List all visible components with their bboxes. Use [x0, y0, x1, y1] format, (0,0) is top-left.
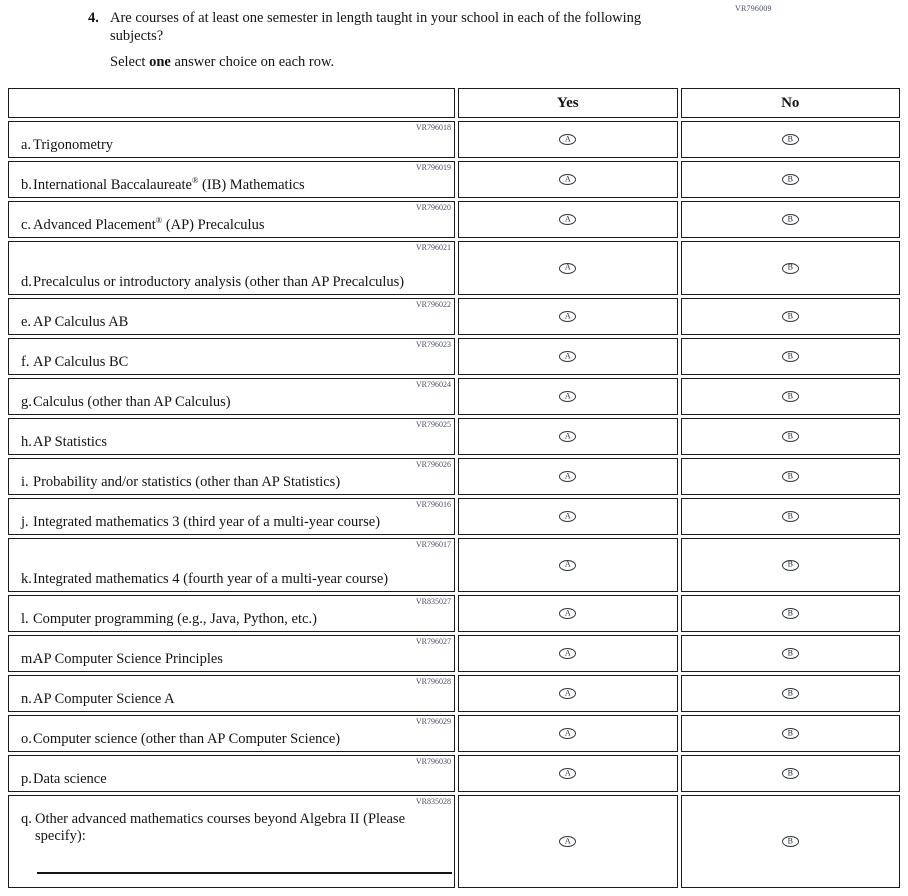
yes-cell — [458, 338, 678, 375]
no-bubble-letter: B — [787, 511, 793, 520]
table-row — [8, 595, 900, 632]
row-variable-code: VR835028 — [415, 797, 451, 806]
row-variable-code: VR796029 — [415, 717, 451, 726]
row-letter: k. — [21, 571, 32, 587]
table-row — [8, 201, 900, 238]
yes-bubble-letter: A — [564, 311, 571, 320]
yes-answer-bubble[interactable] — [559, 134, 576, 145]
no-bubble-letter: B — [787, 311, 793, 320]
no-answer-bubble[interactable] — [782, 311, 799, 322]
answer-table — [8, 88, 900, 888]
no-cell — [681, 538, 901, 592]
no-bubble-letter: B — [787, 431, 793, 440]
yes-answer-bubble[interactable] — [559, 768, 576, 779]
row-label-line — [9, 274, 454, 291]
no-bubble-letter: B — [787, 262, 793, 272]
yes-bubble-letter: A — [564, 134, 571, 143]
row-letter: n. — [21, 691, 32, 707]
row-variable-code: VR796018 — [415, 123, 451, 132]
row-letter: e. — [21, 314, 32, 330]
header-yes-cell — [458, 88, 678, 118]
row-label-cell — [8, 378, 455, 415]
yes-bubble-letter: A — [564, 648, 571, 657]
row-letter: g. — [21, 394, 32, 410]
row-label: Other advanced mathematics courses beyond Algebra II (Please specify): — [35, 811, 406, 844]
no-cell — [681, 498, 901, 535]
row-label-cell — [8, 161, 455, 198]
row-label-cell — [8, 538, 455, 592]
no-cell — [681, 298, 901, 335]
row-label-cell — [8, 201, 455, 238]
no-bubble-letter: B — [787, 391, 793, 400]
no-bubble-letter: B — [787, 608, 793, 617]
yes-column-header: Yes — [556, 94, 579, 111]
row-label: Integrated mathematics 3 (third year of a multi-year course) — [33, 514, 381, 530]
yes-bubble-letter: A — [564, 836, 571, 845]
yes-cell — [458, 795, 678, 888]
row-label-line — [9, 314, 454, 331]
yes-cell — [458, 161, 678, 198]
yes-cell — [458, 458, 678, 495]
row-letter: i. — [21, 474, 29, 490]
row-label-line — [9, 137, 454, 154]
row-variable-code: VR796027 — [415, 637, 451, 646]
row-label-cell — [8, 458, 455, 495]
table-row — [8, 121, 900, 158]
row-letter: j. — [21, 514, 29, 530]
yes-cell — [458, 241, 678, 295]
no-answer-bubble[interactable] — [782, 836, 799, 847]
row-letter: d. — [21, 274, 32, 290]
no-answer-bubble[interactable] — [782, 560, 799, 571]
row-label-line — [9, 217, 454, 234]
answer-table-body — [8, 121, 900, 888]
row-label-line — [9, 571, 454, 588]
instruction-prefix: Select — [110, 54, 150, 70]
yes-bubble-letter: A — [564, 471, 571, 480]
row-letter: f. — [21, 354, 30, 370]
yes-bubble-letter: A — [564, 214, 571, 223]
row-variable-code: VR796016 — [415, 500, 451, 509]
instruction-bold: one — [149, 54, 171, 70]
no-cell — [681, 241, 901, 295]
row-label-line — [9, 177, 454, 194]
yes-answer-bubble[interactable] — [559, 174, 576, 185]
row-label: Calculus (other than AP Calculus) — [33, 394, 231, 410]
row-label-line — [9, 474, 454, 491]
table-row — [8, 755, 900, 792]
no-bubble-letter: B — [787, 174, 793, 183]
yes-answer-bubble[interactable] — [559, 688, 576, 699]
table-row — [8, 675, 900, 712]
yes-bubble-letter: A — [564, 559, 571, 569]
no-answer-bubble[interactable] — [782, 648, 799, 659]
row-label-line — [9, 434, 454, 451]
row-label-cell — [8, 635, 455, 672]
no-answer-bubble[interactable] — [782, 511, 799, 522]
yes-cell — [458, 755, 678, 792]
row-variable-code: VR796017 — [415, 540, 451, 549]
yes-answer-bubble[interactable] — [559, 351, 576, 362]
yes-cell — [458, 201, 678, 238]
row-label: Computer programming (e.g., Java, Python, etc.) — [33, 611, 317, 627]
table-row — [8, 795, 900, 888]
row-variable-code: VR796024 — [415, 380, 451, 389]
row-variable-code: VR796021 — [415, 243, 451, 252]
row-label-line — [9, 731, 454, 748]
instruction-suffix: answer choice on each row. — [170, 54, 335, 70]
row-label: International Baccalaureate® (IB) Mathematics — [33, 176, 305, 193]
yes-cell — [458, 378, 678, 415]
row-label: Computer science (other than AP Computer Science) — [33, 731, 341, 747]
row-label: AP Computer Science A — [33, 691, 175, 707]
no-answer-bubble[interactable] — [782, 471, 799, 482]
no-answer-bubble[interactable] — [782, 351, 799, 362]
row-label-cell — [8, 121, 455, 158]
row-label: AP Calculus AB — [33, 314, 129, 330]
no-bubble-letter: B — [787, 214, 793, 223]
header-no-cell — [681, 88, 901, 118]
yes-cell — [458, 538, 678, 592]
no-cell — [681, 201, 901, 238]
no-bubble-letter: B — [787, 836, 793, 845]
page-variable-code: VR796009 — [735, 4, 772, 13]
no-cell — [681, 121, 901, 158]
yes-bubble-letter: A — [564, 768, 571, 777]
yes-answer-bubble[interactable] — [559, 391, 576, 402]
no-cell — [681, 675, 901, 712]
row-label-line — [9, 651, 454, 668]
row-variable-code: VR796022 — [415, 300, 451, 309]
yes-bubble-letter: A — [564, 262, 571, 272]
row-label-cell — [8, 675, 455, 712]
no-answer-bubble[interactable] — [782, 174, 799, 185]
row-label-cell — [8, 241, 455, 295]
no-cell — [681, 418, 901, 455]
row-label: Trigonometry — [33, 137, 114, 153]
no-bubble-letter: B — [787, 728, 793, 737]
yes-bubble-letter: A — [564, 728, 571, 737]
no-bubble-letter: B — [787, 688, 793, 697]
no-answer-bubble[interactable] — [782, 728, 799, 739]
no-cell — [681, 161, 901, 198]
table-row — [8, 338, 900, 375]
yes-cell — [458, 498, 678, 535]
row-letter: l. — [21, 611, 29, 627]
no-column-header: No — [781, 94, 800, 111]
yes-answer-bubble[interactable] — [559, 728, 576, 739]
table-row — [8, 715, 900, 752]
table-header-row — [8, 88, 900, 118]
no-cell — [681, 595, 901, 632]
yes-cell — [458, 121, 678, 158]
row-letter: a. — [21, 137, 32, 153]
row-label-cell — [8, 418, 455, 455]
no-bubble-letter: B — [787, 471, 793, 480]
yes-answer-bubble[interactable] — [559, 263, 576, 274]
row-label-line — [9, 394, 454, 411]
no-answer-bubble[interactable] — [782, 608, 799, 619]
table-row — [8, 538, 900, 592]
row-variable-code: VR796023 — [415, 340, 451, 349]
header-label-cell — [8, 88, 455, 118]
row-variable-code: VR796030 — [415, 757, 451, 766]
row-label-cell — [8, 498, 455, 535]
row-label-line — [9, 514, 454, 531]
no-answer-bubble[interactable] — [782, 391, 799, 402]
row-variable-code: VR835027 — [415, 597, 451, 606]
no-cell — [681, 635, 901, 672]
row-label: Precalculus or introductory analysis (other than AP Precalculus) — [33, 274, 405, 290]
row-variable-code: VR796028 — [415, 677, 451, 686]
no-cell — [681, 755, 901, 792]
table-row — [8, 498, 900, 535]
row-letter: b. — [21, 177, 32, 193]
yes-answer-bubble[interactable] — [559, 431, 576, 442]
no-answer-bubble[interactable] — [782, 431, 799, 442]
row-letter: c. — [21, 217, 32, 233]
yes-answer-bubble[interactable] — [559, 836, 576, 847]
row-variable-code: VR796025 — [415, 420, 451, 429]
row-variable-code: VR796026 — [415, 460, 451, 469]
no-bubble-letter: B — [787, 648, 793, 657]
table-row — [8, 241, 900, 295]
yes-cell — [458, 715, 678, 752]
row-label: Integrated mathematics 4 (fourth year of a multi-year course) — [33, 571, 389, 587]
yes-cell — [458, 635, 678, 672]
yes-bubble-letter: A — [564, 351, 571, 360]
yes-bubble-letter: A — [564, 688, 571, 697]
row-label-line — [9, 611, 454, 628]
row-label-cell — [8, 298, 455, 335]
table-row — [8, 458, 900, 495]
row-label: AP Computer Science Principles — [33, 651, 223, 667]
row-label-cell — [8, 715, 455, 752]
row-letter: o. — [21, 731, 32, 747]
no-answer-bubble[interactable] — [782, 768, 799, 779]
no-bubble-letter: B — [787, 351, 793, 360]
question-text: Are courses of at least one semester in length taught in your school in each of the following subjects? — [110, 10, 642, 44]
row-letter: m. — [21, 651, 36, 667]
question-number: 4. — [88, 10, 99, 26]
no-cell — [681, 458, 901, 495]
row-letter: p. — [21, 771, 32, 787]
question-block — [88, 10, 688, 46]
row-label-cell — [8, 795, 455, 888]
yes-answer-bubble[interactable] — [559, 608, 576, 619]
table-row — [8, 378, 900, 415]
row-label: AP Calculus BC — [33, 354, 129, 370]
no-cell — [681, 795, 901, 888]
row-variable-code: VR796020 — [415, 203, 451, 212]
instruction-line — [110, 54, 334, 71]
row-label: Advanced Placement® (AP) Precalculus — [33, 216, 265, 233]
row-label: Probability and/or statistics (other than AP Statistics) — [33, 474, 341, 490]
table-row — [8, 298, 900, 335]
row-letter: h. — [21, 434, 32, 450]
yes-bubble-letter: A — [564, 431, 571, 440]
no-bubble-letter: B — [787, 768, 793, 777]
yes-bubble-letter: A — [564, 511, 571, 520]
row-variable-code: VR796019 — [415, 163, 451, 172]
no-answer-bubble[interactable] — [782, 214, 799, 225]
yes-cell — [458, 675, 678, 712]
row-label: Data science — [33, 771, 107, 787]
yes-answer-bubble[interactable] — [559, 560, 576, 571]
row-label-cell — [8, 755, 455, 792]
no-answer-bubble[interactable] — [782, 688, 799, 699]
yes-bubble-letter: A — [564, 608, 571, 617]
table-row — [8, 418, 900, 455]
row-label-line — [9, 354, 454, 371]
table-row — [8, 161, 900, 198]
row-label-cell — [8, 595, 455, 632]
yes-cell — [458, 418, 678, 455]
yes-answer-bubble[interactable] — [559, 471, 576, 482]
yes-cell — [458, 298, 678, 335]
row-label-line — [9, 811, 454, 845]
no-cell — [681, 378, 901, 415]
yes-answer-bubble[interactable] — [559, 214, 576, 225]
yes-answer-bubble[interactable] — [559, 311, 576, 322]
row-letter: q. — [21, 811, 32, 827]
table-row — [8, 635, 900, 672]
yes-cell — [458, 595, 678, 632]
row-label-line — [9, 771, 454, 788]
no-bubble-letter: B — [787, 559, 793, 569]
no-answer-bubble[interactable] — [782, 134, 799, 145]
no-answer-bubble[interactable] — [782, 263, 799, 274]
write-in-line[interactable] — [37, 872, 452, 874]
no-cell — [681, 715, 901, 752]
yes-bubble-letter: A — [564, 174, 571, 183]
no-cell — [681, 338, 901, 375]
row-label: AP Statistics — [33, 434, 107, 450]
row-label-line — [9, 691, 454, 708]
row-label-cell — [8, 338, 455, 375]
yes-bubble-letter: A — [564, 391, 571, 400]
no-bubble-letter: B — [787, 134, 793, 143]
yes-answer-bubble[interactable] — [559, 648, 576, 659]
yes-answer-bubble[interactable] — [559, 511, 576, 522]
